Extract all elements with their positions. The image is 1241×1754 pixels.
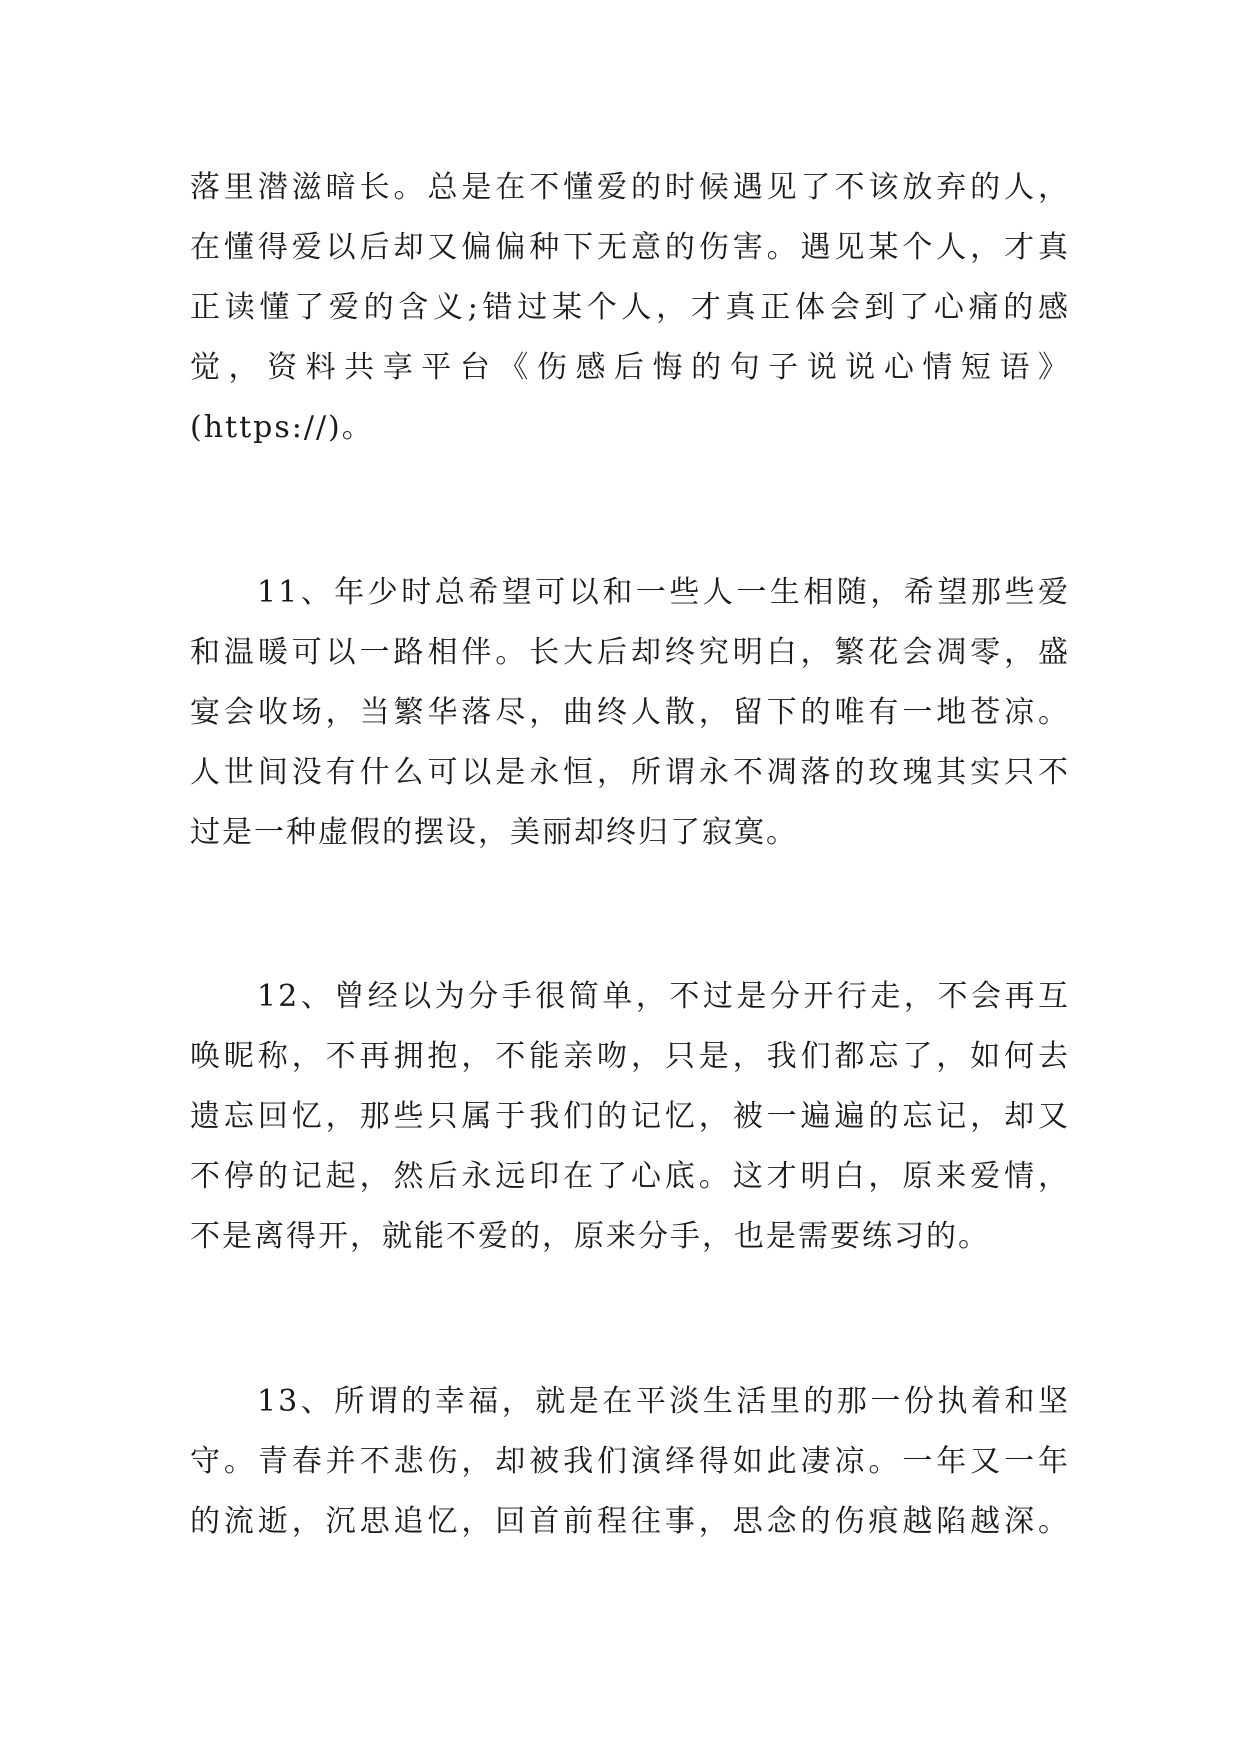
text-line: 12、曾经以为分手很简单，不过是分开行走，不会再互 xyxy=(190,979,1070,1014)
text-line: 宴会收场，当繁华落尽，曲终人散，留下的唯有一地苍凉。 xyxy=(190,695,1070,730)
text-line: 13、所谓的幸福，就是在平淡生活里的那一份执着和坚 xyxy=(190,1384,1070,1419)
text-line: 过是一种虚假的摆设，美丽却终归了寂寞。 xyxy=(190,815,798,850)
text-line: 的流逝，沉思追忆，回首前程往事，思念的伤痕越陷越深。 xyxy=(190,1504,1070,1539)
text-line: 正读懂了爱的含义;错过某个人，才真正体会到了心痛的感 xyxy=(190,290,1070,325)
paragraph-item-13 xyxy=(190,1372,1070,1552)
text-line: 遗忘回忆，那些只属于我们的记忆，被一遍遍的忘记，却又 xyxy=(190,1099,1070,1134)
text-line: 唤昵称，不再拥抱，不能亲吻，只是，我们都忘了，如何去 xyxy=(190,1039,1070,1074)
text-line: 人世间没有什么可以是永恒，所谓永不凋落的玫瑰其实只不 xyxy=(190,755,1070,790)
paragraph-item-12 xyxy=(190,967,1070,1267)
text-line: 11、年少时总希望可以和一些人一生相随，希望那些爱 xyxy=(190,575,1070,610)
paragraph-item-11 xyxy=(190,563,1070,863)
text-line: 落里潜滋暗长。总是在不懂爱的时候遇见了不该放弃的人， xyxy=(190,170,1070,205)
text-line: 和温暖可以一路相伴。长大后却终究明白，繁花会凋零，盛 xyxy=(190,635,1070,670)
text-line: 守。青春并不悲伤，却被我们演绎得如此凄凉。一年又一年 xyxy=(190,1444,1070,1479)
text-line: (https://)。 xyxy=(190,410,374,445)
text-line: 觉，资料共享平台《伤感后悔的句子说说心情短语》 xyxy=(190,350,1070,385)
text-line: 不停的记起，然后永远印在了心底。这才明白，原来爱情， xyxy=(190,1159,1070,1194)
paragraph-continuation xyxy=(190,158,1070,458)
text-line: 在懂得爱以后却又偏偏种下无意的伤害。遇见某个人，才真 xyxy=(190,230,1070,265)
text-line: 不是离得开，就能不爱的，原来分手，也是需要练习的。 xyxy=(190,1219,990,1254)
